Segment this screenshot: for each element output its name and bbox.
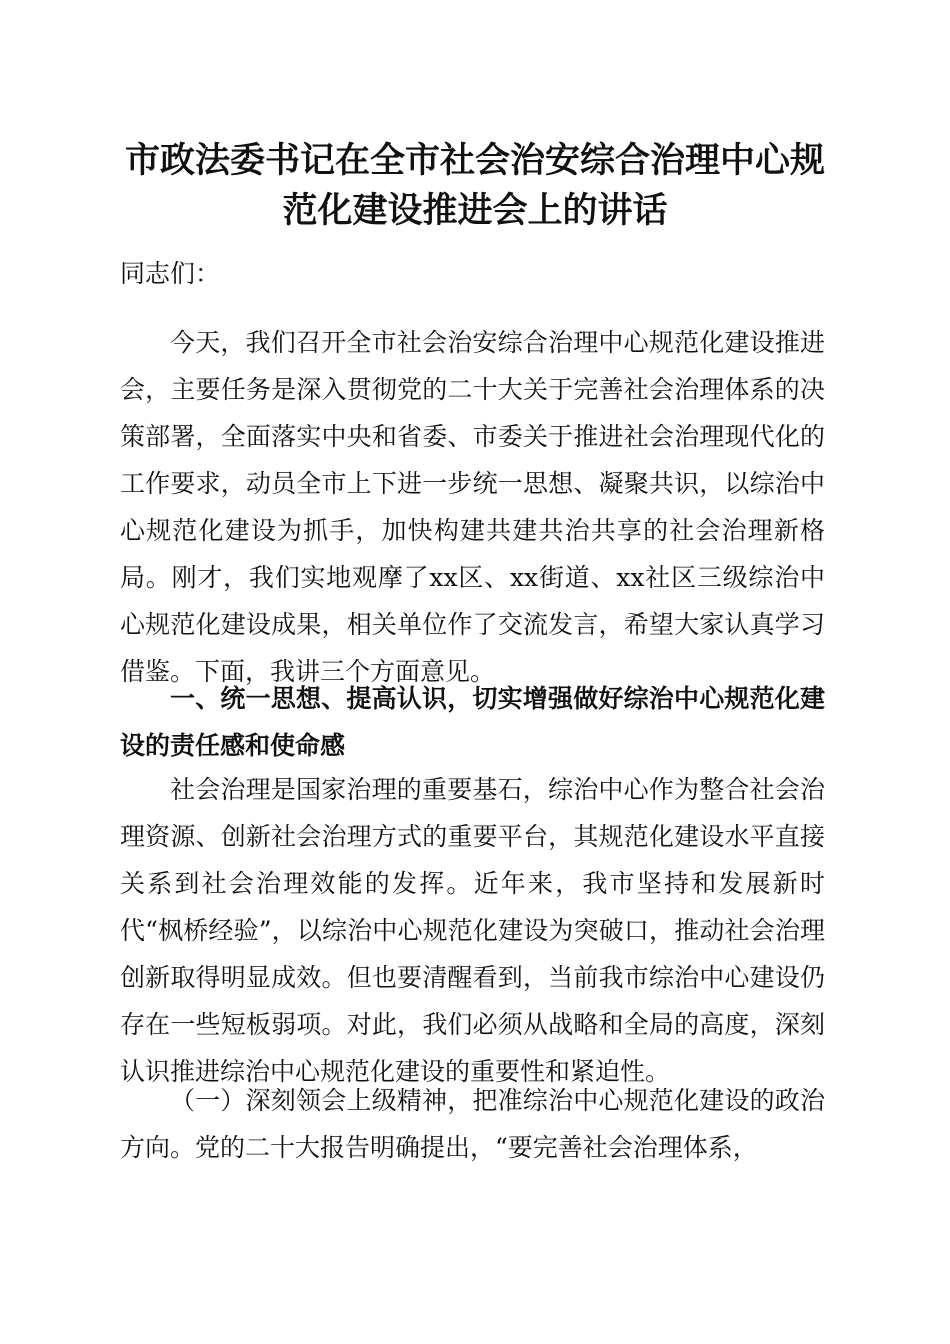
paragraph-subsection-1: （一）深刻领会上级精神，把准综治中心规范化建设的政治方向。党的二十大报告明确提出，“要完善社会治理体系， bbox=[120, 1086, 825, 1162]
paragraph-intro: 今天，我们召开全市社会治安综合治理中心规范化建设推进会，主要任务是深入贯彻党的二十大关于完善社会治理体系的决策部署，全面落实中央和省委、市委关于推进社会治理现代化的工作要求，动员全市上下进一步统一思想、凝聚共识，以综治中心规范化建设为抓手，加快构建共建共治共享的社会治理新格局。刚才，我们实地观摩了xx区、xx街道、xx社区三级综治中心规范化建设成果，相关单位作了交流发言，希望大家认真学习借鉴。下面，我讲三个方面意见。 bbox=[120, 328, 825, 686]
paragraph-section-1: 社会治理是国家治理的重要基石，综治中心作为整合社会治理资源、创新社会治理方式的重要平台，其规范化建设水平直接关系到社会治理效能的发挥。近年来，我市坚持和发展新时代“枫桥经验”，以综治中心规范化建设为突破口，推动社会治理创新取得明显成效。但也要清醒看到，当前我市综治中心建设仍存在一些短板弱项。对此，我们必须从战略和全局的高度，深刻认识推进综治中心规范化建设的重要性和紧迫性。 bbox=[120, 775, 825, 1086]
section-heading-1: 一、统一思想、提高认识，切实增强做好综治中心规范化建设的责任感和使命感 bbox=[120, 684, 825, 760]
document-title: 市政法委书记在全市社会治安综合治理中心规范化建设推进会上的讲话 bbox=[124, 140, 825, 231]
greeting: 同志们： bbox=[120, 259, 221, 288]
